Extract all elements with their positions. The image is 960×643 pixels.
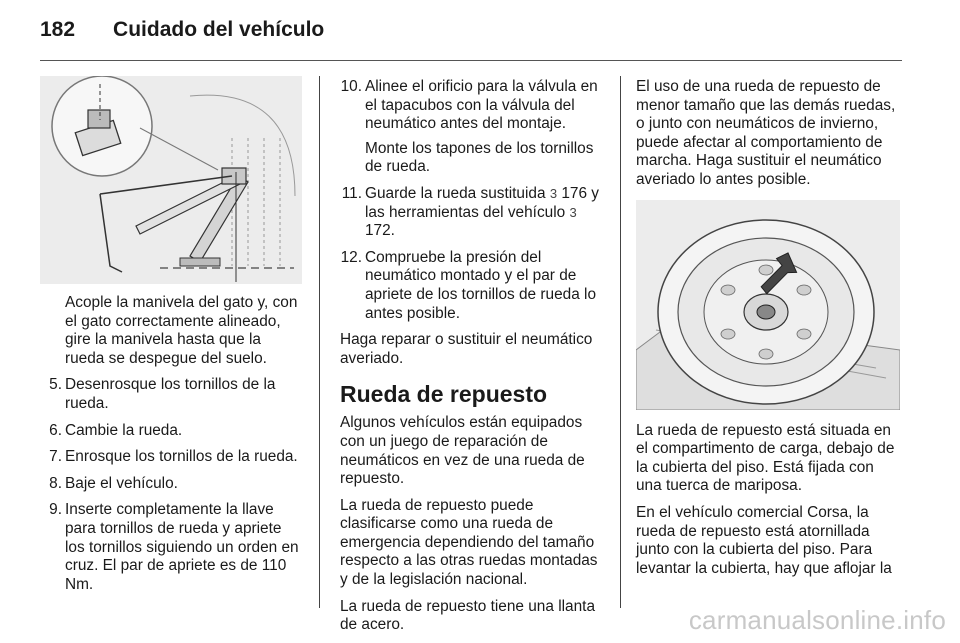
column-left xyxy=(40,76,304,602)
list-item xyxy=(40,422,304,441)
page-header xyxy=(40,18,324,48)
column-middle xyxy=(340,78,604,643)
step-text: Alinee el orificio para la válvula en el tapacubos con la válvula del neumático antes del montaje. xyxy=(365,78,598,133)
step-text xyxy=(365,185,604,241)
step-number: 9. xyxy=(49,501,62,519)
section-heading: Rueda de repuesto xyxy=(340,381,548,408)
step-text: Baje el vehículo. xyxy=(65,474,178,492)
header-rule xyxy=(40,60,902,61)
list-item xyxy=(340,249,604,323)
step-number: 7. xyxy=(49,448,62,466)
spare-paragraph-2: La rueda de repuesto puede clasificarse como una rueda de emergencia dependiendo del tamaño respecto a las otras ruedas montadas y de la legislación nacional. xyxy=(340,496,598,589)
step-number: 12. xyxy=(340,248,362,266)
step-subtext: Monte los tapones de los tornillos de rueda. xyxy=(365,139,594,176)
steps-list-left xyxy=(40,376,304,594)
page-reference-icon[interactable]: 3 xyxy=(549,185,558,201)
list-item xyxy=(40,448,304,467)
step-text-part: 176 y las herramientas del vehículo xyxy=(365,184,599,221)
steps-list-middle xyxy=(340,78,604,323)
page-number: 182 xyxy=(40,18,76,41)
repair-paragraph: Haga reparar o sustituir el neumático averiado. xyxy=(340,331,593,367)
corsa-paragraph: En el vehículo comercial Corsa, la rueda de repuesto está atornillada junto con la cubierta del piso. Para levantar la cubierta, hay que aflojar la xyxy=(636,503,892,577)
step-text: Enrosque los tornillos de la rueda. xyxy=(65,448,298,466)
step-text: Desenrosque los tornillos de la rueda. xyxy=(65,376,276,412)
spare-wheel-svg xyxy=(636,200,900,410)
column-right xyxy=(636,78,902,586)
spare-paragraph-1: Algunos vehículos están equipados con un juego de reparación de neumáticos en vez de una rueda de repuesto. xyxy=(340,414,585,488)
step-text: Inserte completamente la llave para tornillos de rueda y apriete los tornillos siguiendo un orden en cruz. El par de apriete es de 110 Nm. xyxy=(65,501,299,593)
spare-paragraph-3: La rueda de repuesto tiene una llanta de acero. xyxy=(340,597,595,634)
jack-illustration xyxy=(40,76,302,284)
step-text: Compruebe la presión del neumático montado y el par de apriete de los tornillos de rueda lo antes posible. xyxy=(365,248,597,322)
step-number: 6. xyxy=(49,421,62,439)
step-text: Cambie la rueda. xyxy=(65,421,183,439)
list-item xyxy=(40,475,304,494)
step-number: 5. xyxy=(49,376,62,394)
step-text-part: Guarde la rueda sustituida xyxy=(365,184,550,202)
list-item xyxy=(340,78,604,177)
step-number: 11. xyxy=(341,184,362,202)
spare-location-paragraph: La rueda de repuesto está situada en el compartimento de carga, debajo de la cubierta del piso. Está fijada con una tuerca de mariposa. xyxy=(636,421,895,495)
step-text-part: 172. xyxy=(365,222,395,240)
column-divider xyxy=(319,76,320,608)
list-item xyxy=(340,185,604,241)
chapter-title: Cuidado del vehículo xyxy=(113,18,325,41)
step-number: 10. xyxy=(340,78,362,95)
list-item xyxy=(40,501,304,594)
jack-diagram-svg xyxy=(40,76,302,284)
spare-usage-paragraph: El uso de una rueda de repuesto de menor tamaño que las demás ruedas, o junto con neumáticos de invierno, puede afectar al comportamiento de marcha. Haga sustituir el neumático averiado lo antes posible. xyxy=(636,78,896,188)
page-reference-icon[interactable]: 3 xyxy=(569,204,577,220)
spare-wheel-illustration xyxy=(636,200,900,410)
step-number: 8. xyxy=(49,474,62,492)
column-divider xyxy=(620,76,621,608)
list-item xyxy=(40,376,304,413)
jack-caption: Acople la manivela del gato y, con el gato correctamente alineado, gire la manivela hasta que la rueda se despegue del suelo. xyxy=(65,294,298,367)
watermark-text: carmanualsonline.info xyxy=(688,605,946,635)
